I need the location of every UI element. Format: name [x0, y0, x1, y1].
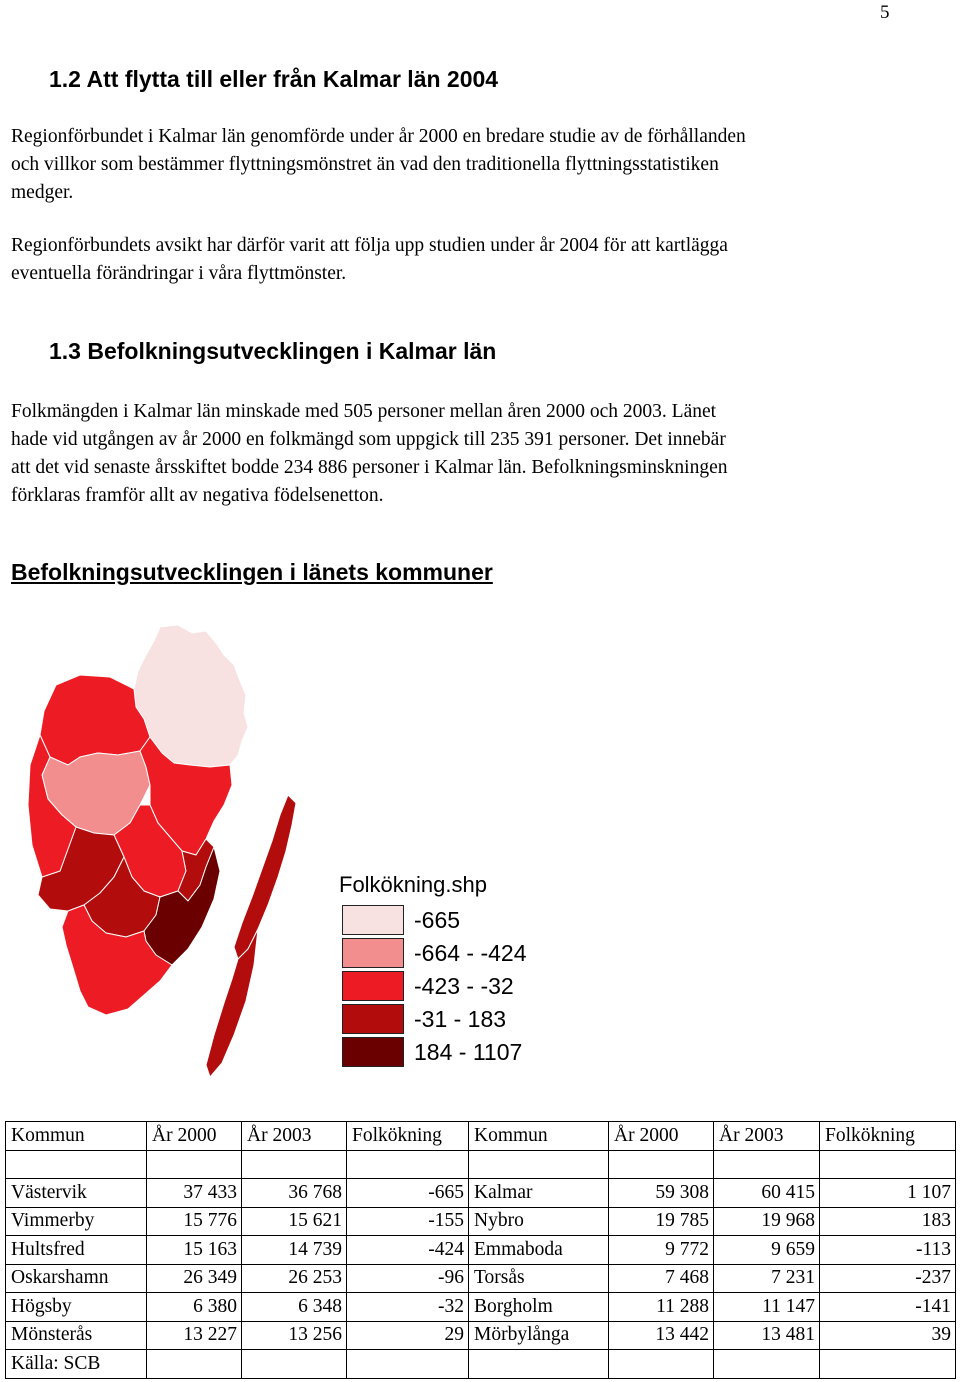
value-cell: 6 380 — [147, 1293, 242, 1322]
municipality-cell: Västervik — [6, 1179, 147, 1208]
column-header: Kommun — [6, 1122, 147, 1151]
heading-1-2: 1.2 Att flytta till eller från Kalmar län 2004 — [49, 66, 499, 92]
value-cell: 7 468 — [609, 1264, 714, 1293]
value-cell: 1 107 — [820, 1179, 956, 1208]
value-cell: 59 308 — [609, 1179, 714, 1208]
legend-swatch — [342, 905, 404, 935]
paragraph-line: Regionförbundets avsikt har därför varit att följa upp studien under år 2004 för att kartlägga — [11, 235, 728, 256]
value-cell: 13 227 — [147, 1321, 242, 1350]
value-cell: 9 772 — [609, 1236, 714, 1265]
map-legend — [335, 860, 570, 1090]
legend-swatch — [342, 971, 404, 1001]
table-cell — [469, 1150, 609, 1179]
heading-1-3: 1.3 Befolkningsutvecklingen i Kalmar län — [49, 338, 497, 364]
legend-item — [342, 971, 572, 1003]
table-row — [6, 1321, 956, 1350]
table-cell — [469, 1350, 609, 1379]
value-cell: 13 256 — [242, 1321, 347, 1350]
paragraph-line: medger. — [11, 182, 74, 203]
municipality-cell: Kalmar — [469, 1179, 609, 1208]
column-header: År 2000 — [609, 1122, 714, 1151]
legend-label: -664 - -424 — [414, 940, 527, 966]
table-blank-row — [6, 1150, 956, 1179]
value-cell: 13 442 — [609, 1321, 714, 1350]
value-cell: -113 — [820, 1236, 956, 1265]
table-cell — [714, 1150, 820, 1179]
paragraph-line: eventuella förändringar i våra flyttmönster. — [11, 263, 347, 284]
table-cell — [242, 1350, 347, 1379]
legend-item — [342, 905, 572, 937]
table-cell — [347, 1150, 469, 1179]
table-cell — [147, 1350, 242, 1379]
table-cell — [147, 1150, 242, 1179]
value-cell: 7 231 — [714, 1264, 820, 1293]
value-cell: 15 776 — [147, 1207, 242, 1236]
municipality-cell: Hultsfred — [6, 1236, 147, 1265]
paragraph-line: förklaras framför allt av negativa födelsenetton. — [11, 485, 384, 506]
legend-item — [342, 1037, 572, 1069]
municipality-cell: Nybro — [469, 1207, 609, 1236]
legend-swatch — [342, 1037, 404, 1067]
table-cell — [820, 1350, 956, 1379]
map-region-borgholm — [234, 795, 296, 959]
page-number: 5 — [880, 2, 890, 23]
value-cell: 14 739 — [242, 1236, 347, 1265]
legend-label: 184 - 1107 — [414, 1039, 523, 1065]
table-header-row — [6, 1122, 956, 1151]
paragraph-population — [11, 398, 941, 510]
value-cell: -424 — [347, 1236, 469, 1265]
legend-title: Folkökning.shp — [339, 872, 487, 897]
table-cell — [820, 1150, 956, 1179]
paragraph-line: att det vid senaste årsskiftet bodde 234 886 personer i Kalmar län. Befolkningsminskningen — [11, 457, 728, 478]
municipality-cell: Emmaboda — [469, 1236, 609, 1265]
value-cell: 15 621 — [242, 1207, 347, 1236]
value-cell: -665 — [347, 1179, 469, 1208]
value-cell: 6 348 — [242, 1293, 347, 1322]
table-row — [6, 1264, 956, 1293]
table-row — [6, 1179, 956, 1208]
municipality-cell: Borgholm — [469, 1293, 609, 1322]
map-region-vimmerby — [40, 675, 150, 765]
source-note: Källa: SCB — [6, 1350, 147, 1379]
value-cell: 36 768 — [242, 1179, 347, 1208]
legend-label: -31 - 183 — [414, 1006, 507, 1032]
population-table — [5, 1121, 956, 1379]
legend-swatch — [342, 1004, 404, 1034]
paragraph-line: Folkmängden i Kalmar län minskade med 505 personer mellan åren 2000 och 2003. Länet — [11, 401, 717, 422]
value-cell: 26 349 — [147, 1264, 242, 1293]
table-cell — [347, 1350, 469, 1379]
table-row — [6, 1293, 956, 1322]
value-cell: 183 — [820, 1207, 956, 1236]
legend-item — [342, 1004, 572, 1036]
legend-item — [342, 938, 572, 970]
table-cell — [609, 1350, 714, 1379]
municipality-cell: Mönsterås — [6, 1321, 147, 1350]
legend-label: -423 - -32 — [414, 973, 514, 999]
value-cell: 19 785 — [609, 1207, 714, 1236]
value-cell: 9 659 — [714, 1236, 820, 1265]
table-cell — [714, 1350, 820, 1379]
value-cell: 37 433 — [147, 1179, 242, 1208]
county-map — [10, 615, 310, 1095]
paragraph-study — [11, 123, 941, 207]
value-cell: -96 — [347, 1264, 469, 1293]
value-cell: 11 288 — [609, 1293, 714, 1322]
value-cell: 26 253 — [242, 1264, 347, 1293]
value-cell: 29 — [347, 1321, 469, 1350]
municipality-cell: Oskarshamn — [6, 1264, 147, 1293]
paragraph-purpose — [11, 232, 941, 288]
paragraph-line: Regionförbundet i Kalmar län genomförde under år 2000 en bredare studie av de förhållanden — [11, 126, 746, 147]
column-header: Kommun — [469, 1122, 609, 1151]
table-row — [6, 1236, 956, 1265]
table-cell — [6, 1150, 147, 1179]
value-cell: 15 163 — [147, 1236, 242, 1265]
value-cell: -141 — [820, 1293, 956, 1322]
municipality-cell: Torsås — [469, 1264, 609, 1293]
column-header: År 2003 — [242, 1122, 347, 1151]
table-cell — [242, 1150, 347, 1179]
table-source-row — [6, 1350, 956, 1379]
paragraph-line: och villkor som bestämmer flyttningsmönstret än vad den traditionella flyttningsstatistiken — [11, 154, 719, 175]
paragraph-line: hade vid utgången av år 2000 en folkmängd som uppgick till 235 391 personer. Det innebär — [11, 429, 726, 450]
value-cell: 19 968 — [714, 1207, 820, 1236]
value-cell: 39 — [820, 1321, 956, 1350]
legend-swatch — [342, 938, 404, 968]
map-region-morbylanga — [206, 929, 258, 1077]
value-cell: 13 481 — [714, 1321, 820, 1350]
column-header: År 2000 — [147, 1122, 242, 1151]
column-header: År 2003 — [714, 1122, 820, 1151]
value-cell: 11 147 — [714, 1293, 820, 1322]
municipality-cell: Mörbylånga — [469, 1321, 609, 1350]
column-header: Folkökning — [347, 1122, 469, 1151]
value-cell: 60 415 — [714, 1179, 820, 1208]
table-row — [6, 1207, 956, 1236]
value-cell: -237 — [820, 1264, 956, 1293]
subheading-municipalities: Befolkningsutvecklingen i länets kommuner — [11, 559, 493, 585]
value-cell: -32 — [347, 1293, 469, 1322]
value-cell: -155 — [347, 1207, 469, 1236]
legend-label: -665 — [414, 907, 461, 933]
table-cell — [609, 1150, 714, 1179]
municipality-cell: Vimmerby — [6, 1207, 147, 1236]
municipality-cell: Högsby — [6, 1293, 147, 1322]
column-header: Folkökning — [820, 1122, 956, 1151]
